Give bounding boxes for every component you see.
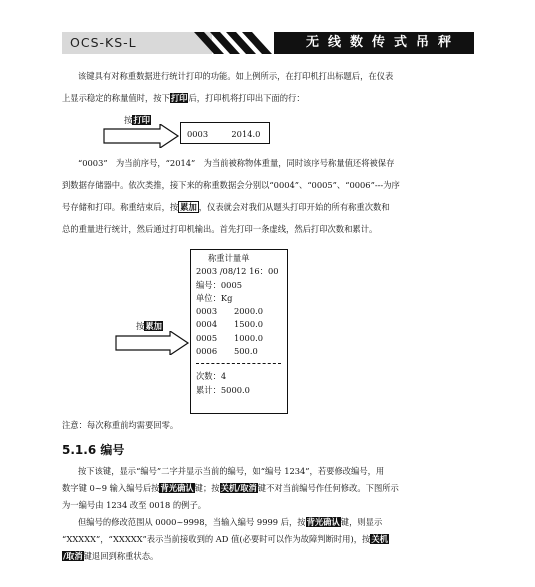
- receipt-row: 0003 2000.0: [196, 306, 264, 317]
- note-text: 注意：每次称重前均需要回零。: [62, 420, 179, 430]
- off-cancel-key: 关机/取消: [220, 483, 257, 493]
- header-product: 无线数传式吊秤: [274, 32, 474, 54]
- explain-line-1: “0003” 为当前序号，“2014” 为当前被称物体重量，同时该序号称量值还将被保存: [78, 158, 395, 168]
- header-stripes-decoration: [180, 32, 276, 54]
- section-heading: [62, 441, 124, 458]
- backlight-confirm-key: 背光确认: [306, 517, 340, 527]
- intro-line-2: [62, 92, 474, 106]
- intro-text-b: 后，打印机将打印出下面的行：: [188, 93, 305, 103]
- receipt-dashed-line: [196, 363, 281, 370]
- numbering-line-4: 但编号的修改范围从 0000~9998，当输入编号 9999 后，按背光确认键，则显示: [78, 517, 383, 527]
- print-key: 打印: [133, 115, 150, 125]
- right-arrow-icon: [102, 124, 180, 148]
- receipt-title: 称重计量单: [208, 253, 250, 263]
- numbering-line-1: 按下该键，显示“编号”二字并显示当前的编号，如“编号 1234”，若要修改编号，用: [78, 466, 385, 476]
- numbering-line-3: 为一编号由 1234 改至 0018 的例子。: [62, 500, 207, 510]
- receipt-total: 累计：5000.0: [196, 384, 250, 395]
- receipt-datetime: 2003 /08/12 16：00: [196, 266, 279, 277]
- printed-receipt: [190, 249, 288, 414]
- receipt-number: 编号：0005: [196, 279, 243, 290]
- explain-line-4: 总的重量进行统计，然后通过打印机输出。首先打印一条虚线，然后打印次数和累计。: [62, 224, 378, 234]
- intro-text-a: 上显示稳定的称量值时，按下: [62, 93, 170, 103]
- numbering-line-2: 数字键 0~9 输入编号后按背光确认键；按关机/取消键不对当前编号作任何修改。下图所示: [62, 483, 399, 493]
- off-key: 关机: [371, 534, 388, 544]
- explain-text-a: 号存储和打印。称重结束后，按: [62, 202, 179, 212]
- section-number: 5.1.6: [62, 443, 97, 457]
- intro-line-1: 该键具有对称重数据进行统计打印的功能。如上例所示，在打印机打出标题后，在仪表: [78, 71, 394, 81]
- receipt-row: 0005 1000.0: [196, 332, 264, 343]
- print-output-weight: 2014.0: [231, 129, 261, 139]
- receipt-unit: 单位：Kg: [196, 292, 233, 303]
- header-model: OCS-KS-L: [62, 32, 212, 54]
- accumulate-key-prefix: 按: [136, 321, 145, 331]
- section-title: 编号: [100, 443, 125, 457]
- explain-line-2: 到数据存储器中。依次类推，接下来的称重数据会分别以“0004”、“0005”、“0006”---为序: [62, 180, 400, 190]
- page-header: [62, 32, 474, 54]
- numbering-line-6: /取消键退回到称重状态。: [63, 551, 159, 561]
- numbering-line-5: “XXXXX”，“XXXXX”表示当前接收到的 AD 值(必要时可以作为故障判断时用)，按关机: [62, 534, 388, 544]
- right-arrow-icon: [114, 331, 190, 355]
- print-output-number: 0003: [187, 129, 209, 139]
- receipt-count: 次数：4: [196, 371, 227, 382]
- receipt-row: 0006 500.0: [196, 346, 258, 357]
- accumulate-key: 累加: [145, 321, 162, 331]
- receipt-row: 0004 1500.0: [196, 319, 264, 330]
- print-key-inline: 打印: [170, 93, 188, 103]
- accumulate-key-inline: 累加: [180, 202, 197, 212]
- print-key-prefix: 按: [124, 115, 133, 125]
- explain-line-3: [62, 201, 474, 215]
- print-output-box: [180, 122, 270, 144]
- explain-text-b: ，仪表就会对我们从题头打印开始的所有称重次数和: [198, 202, 390, 212]
- cancel-key: /取消: [63, 551, 83, 561]
- backlight-confirm-key: 背光确认: [160, 483, 194, 493]
